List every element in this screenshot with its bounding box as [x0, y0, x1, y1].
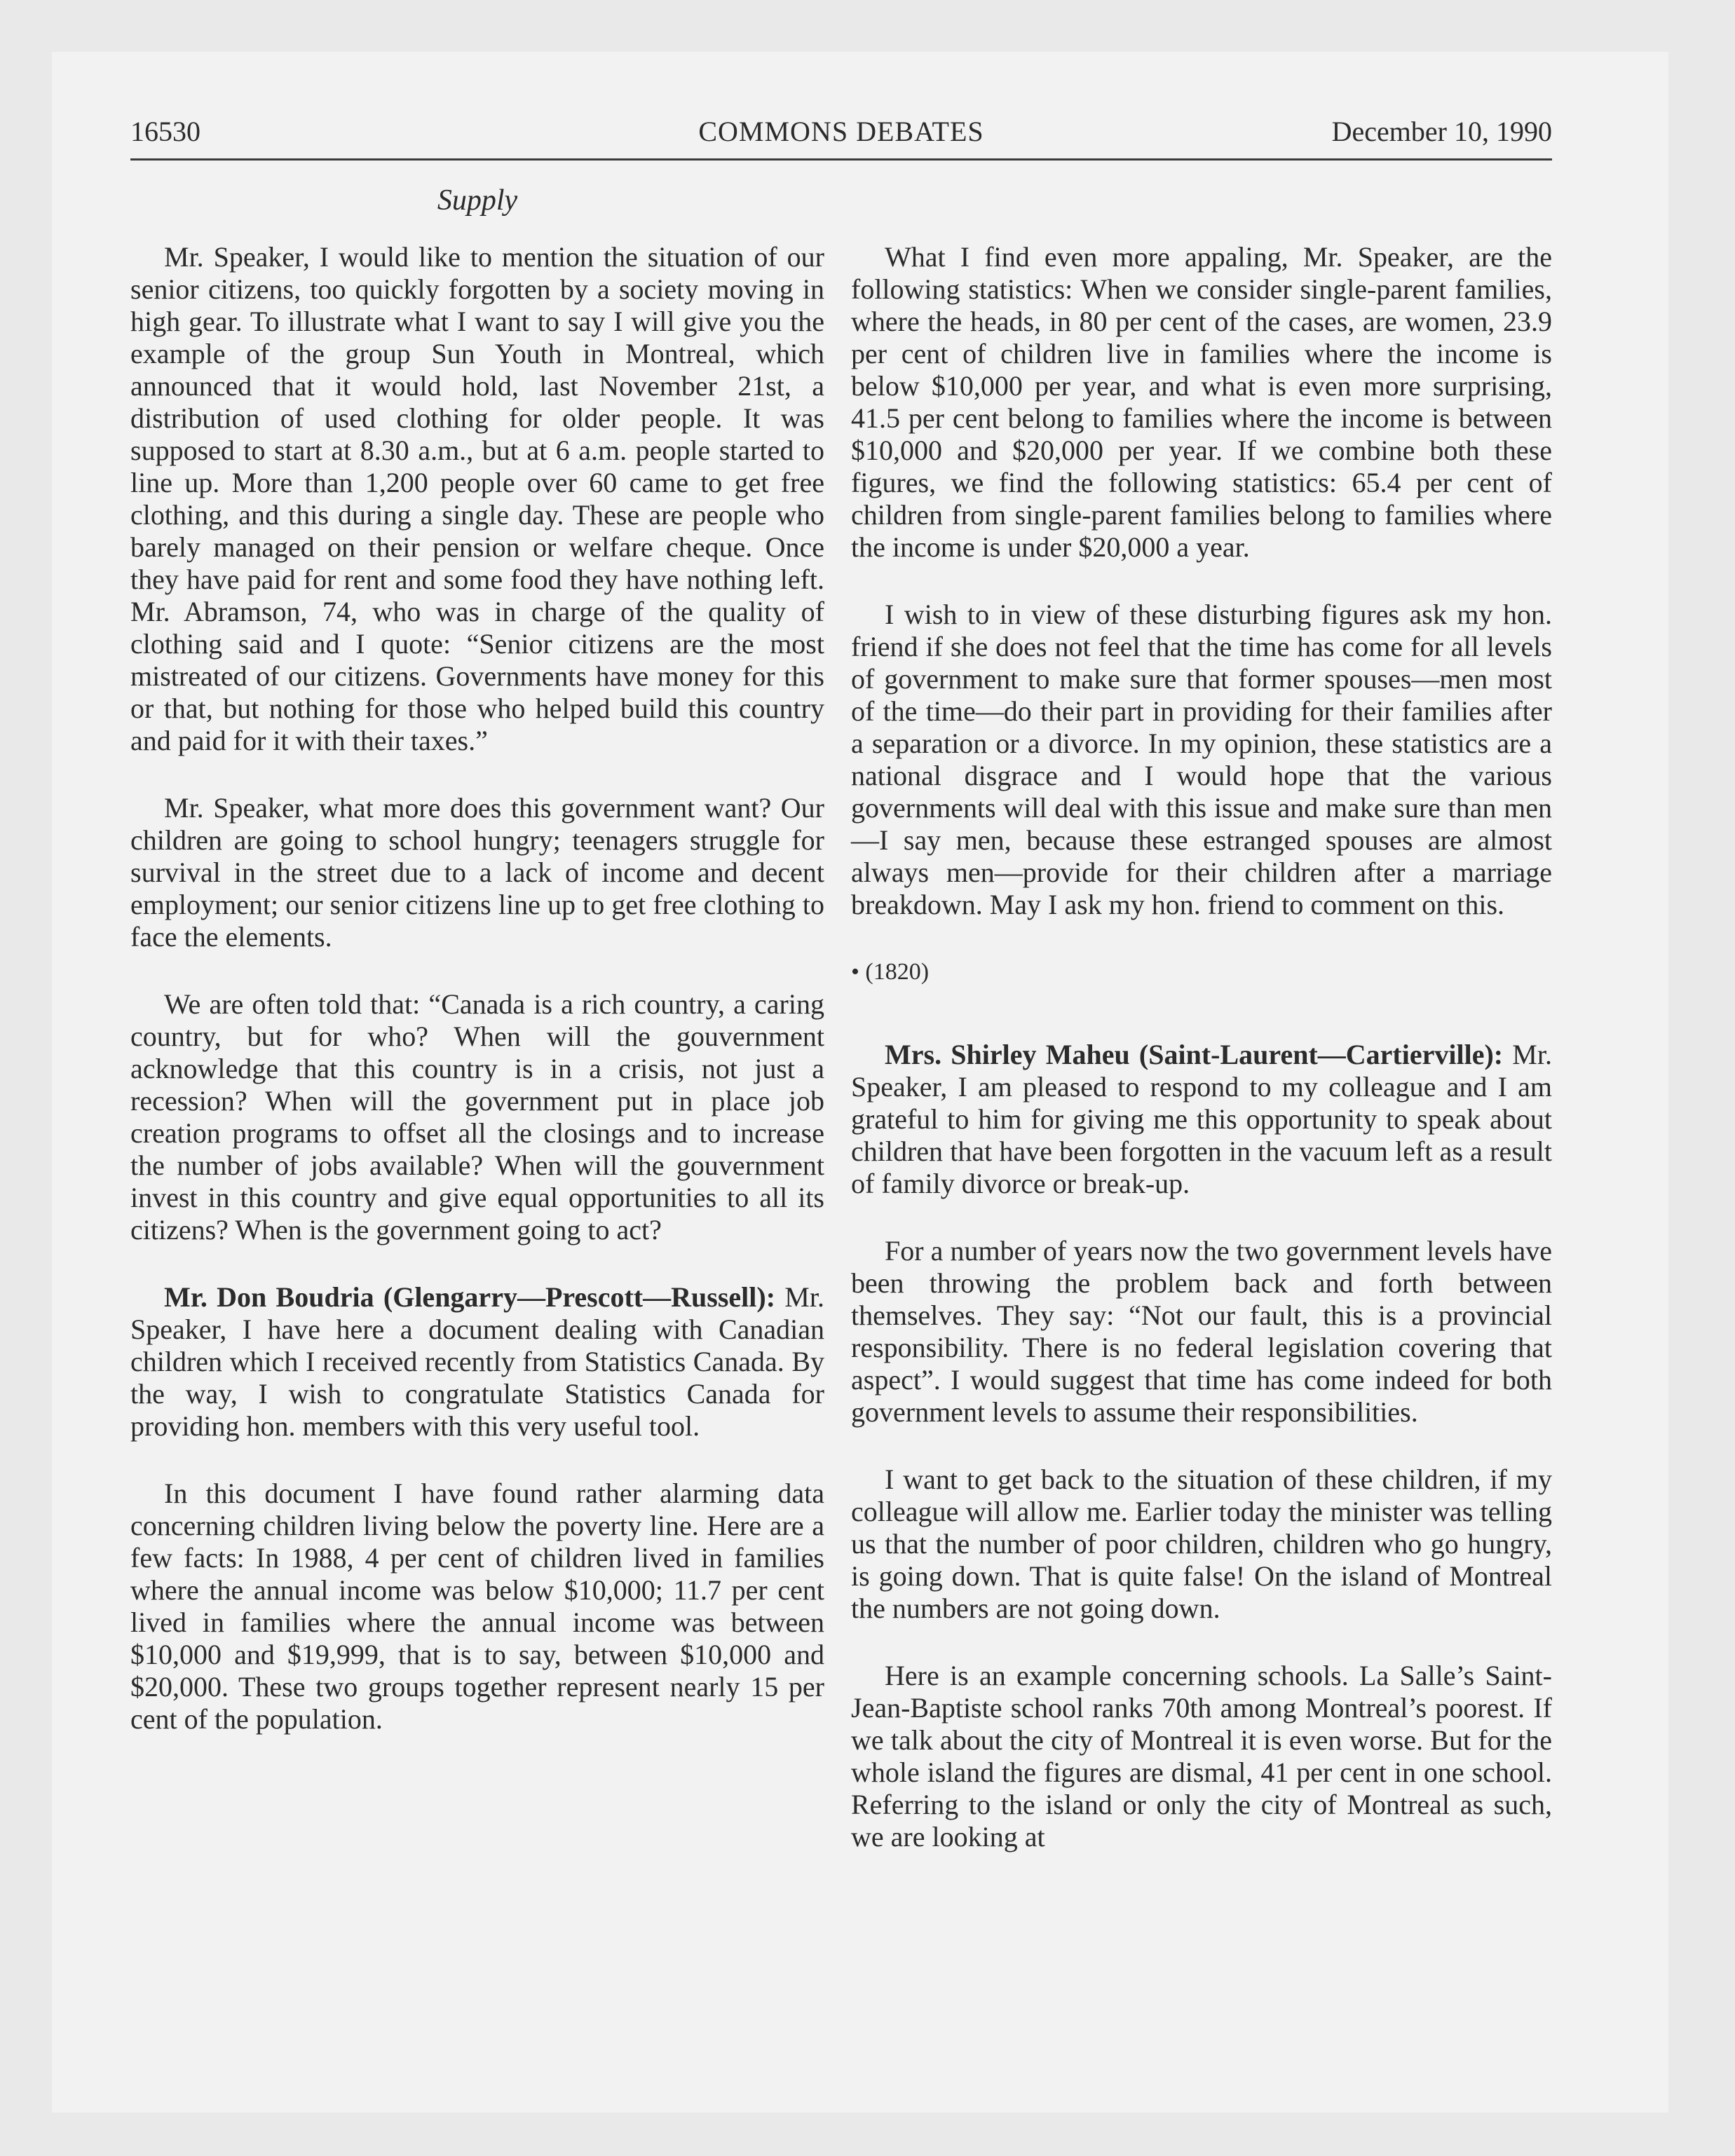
- section-heading: Supply: [437, 184, 518, 217]
- speaker-name: Mrs. Shirley Maheu (Saint-Laurent—Cartierville):: [885, 1039, 1504, 1070]
- paragraph: We are often told that: “Canada is a rich country, a caring country, but for who? When will the gouvernment acknowledge that this country is in a crisis, not just a recession? When will the government put in place job creation programs to offset all the closings and to increase the number of jobs available? When will the gouvernment invest in this country and give equal opportunities to all its citizens? When is the government going to act?: [130, 988, 824, 1246]
- speech-text: Mr. Speaker, I am pleased to respond to my colleague and I am grateful to him for giving me this opportunity to speak about children that have been forgotten in the vacuum left as a result of family divorce or break-up.: [851, 1039, 1552, 1199]
- publication-date: December 10, 1990: [1331, 116, 1552, 147]
- paragraph: Here is an example concerning schools. La Salle’s Saint-Jean-Baptiste school ranks 70th among Montreal’s poorest. If we talk about the city of Montreal it is even worse. But for the whole island the figures are dismal, 41 per cent in one school. Referring to the island or only the city of Montreal as such, we are looking at: [851, 1660, 1552, 1853]
- right-column: [851, 241, 1552, 1888]
- speaker-name: Mr. Don Boudria (Glengarry—Prescott—Russell):: [164, 1281, 776, 1313]
- paragraph: [851, 1039, 1552, 1200]
- paragraph: For a number of years now the two government levels have been throwing the problem back and forth between themselves. They say: “Not our fault, this is a provincial responsibility. There is no federal legislation covering that aspect”. I would suggest that time has come indeed for both government levels to assume their responsibilities.: [851, 1235, 1552, 1428]
- publication-title: COMMONS DEBATES: [698, 116, 984, 147]
- paragraph: Mr. Speaker, I would like to mention the situation of our senior citizens, too quickly forgotten by a society moving in high gear. To illustrate what I want to say I will give you the example of the group Sun Youth in Montreal, which announced that it would hold, last November 21st, a distribution of used clothing for older people. It was supposed to start at 8.30 a.m., but at 6 a.m. people started to line up. More than 1,200 people over 60 came to get free clothing, and this during a single day. These are people who barely managed on their pension or welfare cheque. Once they have paid for rent and some food they have nothing left. Mr. Abramson, 74, who was in charge of the quality of clothing said and I quote: “Senior citizens are the most mistreated of our citizens. Governments have money for this or that, but nothing for those who helped build this country and paid for it with their taxes.”: [130, 241, 824, 756]
- time-marker: • (1820): [851, 959, 930, 985]
- page: [52, 52, 1668, 2113]
- header-rule: [130, 158, 1552, 161]
- speech-text: Mr. Speaker, I have here a document dealing with Canadian children which I received recently from Statistics Canada. By the way, I wish to congratulate Statistics Canada for providing hon. members with this very useful tool.: [130, 1281, 824, 1442]
- paragraph: Mr. Speaker, what more does this government want? Our children are going to school hungry; teenagers struggle for survival in the street due to a lack of income and decent employment; our senior citizens line up to get free clothing to face the elements.: [130, 792, 824, 953]
- paragraph: I wish to in view of these disturbing figures ask my hon. friend if she does not feel that the time has come for all levels of government to make sure that former spouses—men most of the time—do their part in providing for their families after a separation or a divorce. In my opinion, these statistics are a national disgrace and I would hope that the various governments will deal with this issue and make sure than men—I say men, because these estranged spouses are almost always men—provide for their children after a marriage breakdown. May I ask my hon. friend to comment on this.: [851, 599, 1552, 920]
- page-header: [130, 115, 1552, 157]
- page-number: 16530: [130, 116, 200, 147]
- paragraph: In this document I have found rather alarming data concerning children living below the poverty line. Here are a few facts: In 1988, 4 per cent of children lived in families where the annual income was below $10,000; 11.7 per cent lived in families where the annual income was between $10,000 and $19,999, that is to say, between $10,000 and $20,000. These two groups together represent nearly 15 per cent of the population.: [130, 1478, 824, 1735]
- left-column: [130, 241, 824, 1770]
- paragraph: What I find even more appaling, Mr. Speaker, are the following statistics: When we consider single-parent families, where the heads, in 80 per cent of the cases, are women, 23.9 per cent of children live in families where the income is below $10,000 per year, and what is even more surprising, 41.5 per cent belong to families where the income is between $10,000 and $20,000 per year. If we combine both these figures, we find the following statistics: 65.4 per cent of children from single-parent families belong to families where the income is under $20,000 a year.: [851, 241, 1552, 563]
- paragraph: [130, 1281, 824, 1442]
- paragraph: I want to get back to the situation of these children, if my colleague will allow me. Earlier today the minister was telling us that the number of poor children, children who go hungry, is going down. That is quite false! On the island of Montreal the numbers are not going down.: [851, 1464, 1552, 1624]
